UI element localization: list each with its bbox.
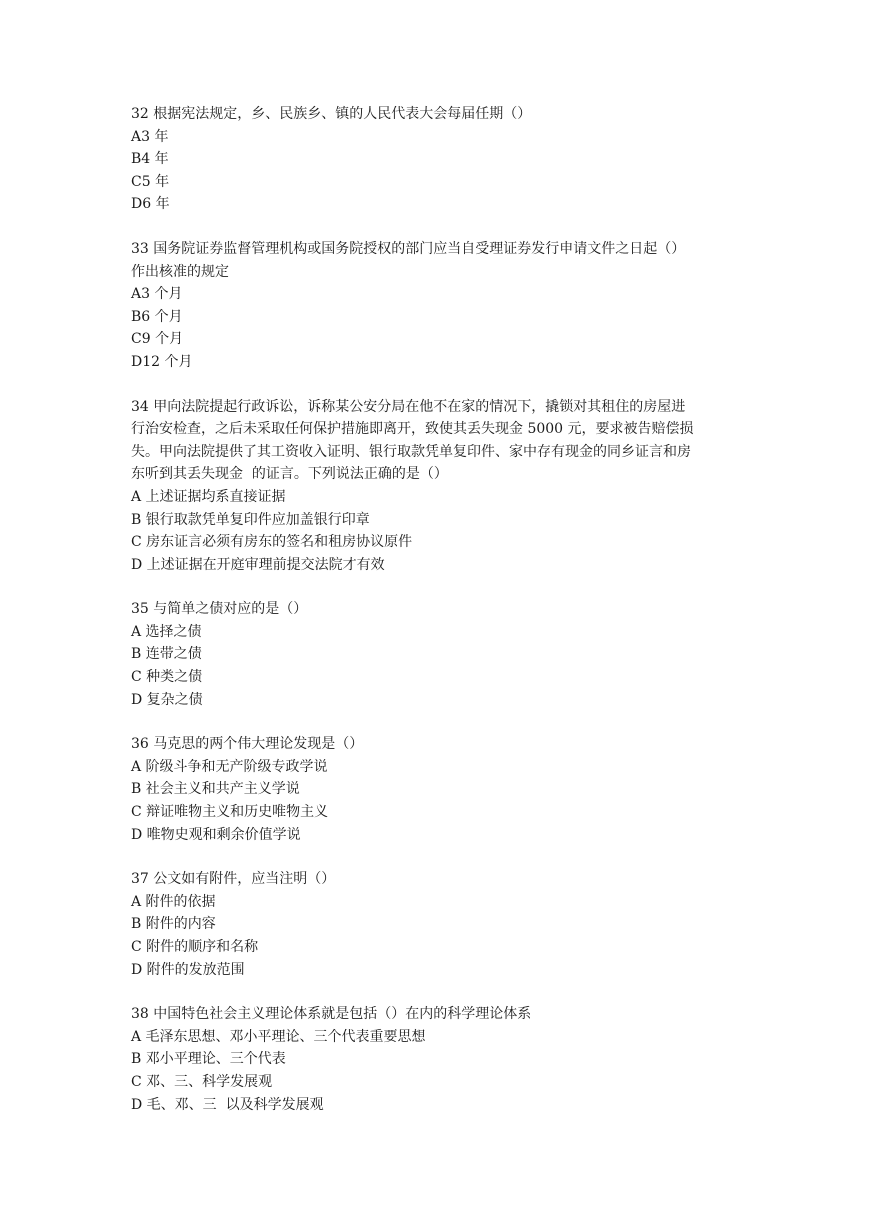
answer-option: A3 年 bbox=[131, 128, 169, 145]
question-stem-line: 37 公文如有附件，应当注明（） bbox=[131, 871, 336, 888]
question-block bbox=[131, 396, 771, 577]
answer-option: D 附件的发放范围 bbox=[131, 961, 245, 978]
question-block bbox=[131, 598, 771, 711]
question-list bbox=[131, 103, 771, 1138]
question-stem-line: 36 马克思的两个伟大理论发现是（） bbox=[131, 736, 364, 753]
answer-option: C 辩证唯物主义和历史唯物主义 bbox=[131, 804, 329, 821]
question-stem-line: 33 国务院证券监督管理机构或国务院授权的部门应当自受理证券发行申请文件之日起（） bbox=[131, 240, 686, 257]
question-stem-line: 东听到其丢失现金 的证言。下列说法正确的是（） bbox=[131, 466, 448, 483]
question-stem-line: 38 中国特色社会主义理论体系就是包括（）在内的科学理论体系 bbox=[131, 1006, 532, 1023]
answer-option: B 社会主义和共产主义学说 bbox=[131, 781, 300, 798]
answer-option: C9 个月 bbox=[131, 331, 184, 348]
answer-option: D 唯物史观和剩余价值学说 bbox=[131, 826, 301, 843]
question-block bbox=[131, 733, 771, 846]
question-stem-line: 行治安检查，之后未采取任何保护措施即离开，致使其丢失现金 5000 元，要求被告赔偿损 bbox=[131, 421, 694, 438]
answer-option: C 附件的顺序和名称 bbox=[131, 939, 259, 955]
question-stem-line: 作出核准的规定 bbox=[131, 263, 229, 280]
question-block bbox=[131, 868, 771, 981]
answer-option: C 种类之债 bbox=[131, 669, 203, 686]
answer-option: C5 年 bbox=[131, 173, 170, 190]
answer-option: B 银行取款凭单复印件应加盖银行印章 bbox=[131, 511, 370, 528]
answer-option: B6 个月 bbox=[131, 308, 183, 325]
answer-option: D 上述证据在开庭审理前提交法院才有效 bbox=[131, 556, 385, 573]
answer-option: A 上述证据均系直接证据 bbox=[131, 488, 286, 505]
question-stem-line: 32 根据宪法规定，乡、民族乡、镇的人民代表大会每届任期（） bbox=[131, 106, 532, 122]
question-stem-line: 34 甲向法院提起行政诉讼，诉称某公安分局在他不在家的情况下，撬锁对其租住的房屋进 bbox=[131, 398, 686, 415]
question-stem-line: 35 与简单之债对应的是（） bbox=[131, 601, 308, 618]
answer-option: A3 个月 bbox=[131, 286, 183, 303]
answer-option: D 毛、邓、三 以及科学发展观 bbox=[131, 1096, 324, 1113]
answer-option: A 毛泽东思想、邓小平理论、三个代表重要思想 bbox=[131, 1028, 426, 1045]
answer-option: D12 个月 bbox=[131, 353, 193, 370]
answer-option: A 附件的依据 bbox=[131, 893, 216, 910]
answer-option: D 复杂之债 bbox=[131, 691, 203, 708]
question-block bbox=[131, 103, 771, 216]
answer-option: B 邓小平理论、三个代表 bbox=[131, 1051, 286, 1068]
answer-option: B 连带之债 bbox=[131, 646, 202, 663]
answer-option: C 房东证言必须有房东的签名和租房协议原件 bbox=[131, 534, 413, 551]
question-block bbox=[131, 238, 771, 374]
answer-option: B4 年 bbox=[131, 151, 169, 168]
question-stem-line: 失。甲向法院提供了其工资收入证明、银行取款凭单复印件、家中存有现金的同乡证言和房 bbox=[131, 443, 691, 460]
answer-option: C 邓、三、科学发展观 bbox=[131, 1073, 273, 1090]
answer-option: A 阶级斗争和无产阶级专政学说 bbox=[131, 758, 328, 775]
answer-option: A 选择之债 bbox=[131, 623, 202, 640]
answer-option: D6 年 bbox=[131, 196, 170, 213]
answer-option: B 附件的内容 bbox=[131, 916, 216, 933]
question-block bbox=[131, 1003, 771, 1116]
